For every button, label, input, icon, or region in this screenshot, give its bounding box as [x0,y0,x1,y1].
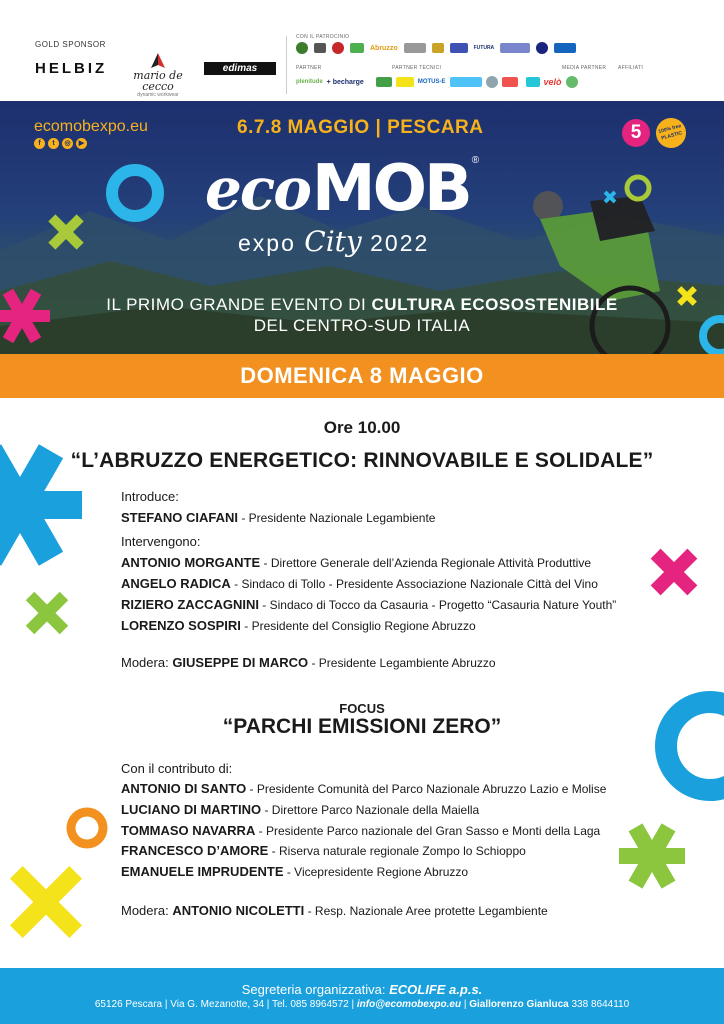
moderator-role: - Presidente Legambiente Abruzzo [308,656,496,670]
speaker-name: ANTONIO MORGANTE [121,555,261,570]
speaker-role: - Sindaco di Tollo - Presidente Associazione Nazionale Città del Vino [230,577,598,591]
plenitude-logo: plenitude [296,79,323,85]
speaker-row [121,843,526,858]
partner-logo-icon [502,77,518,87]
day-banner [0,354,724,398]
speaker-role: - Direttore Generale dell’Azienda Regionale Attività Produttive [260,556,591,570]
social-icons [34,138,87,149]
logo-year-text: 2022 [370,230,430,256]
partner-logo-icon [396,77,414,87]
speaker-role: - Presidente del Consiglio Regione Abruzzo [240,619,476,633]
sponsor-bar [0,0,724,100]
partner-label: PARTNER [296,65,322,71]
speaker-row [121,597,616,612]
moderator-name: ANTONIO NICOLETTI [172,903,305,918]
speaker-role: - Presidente Parco nazionale del Gran Sasso e Monti della Laga [255,824,601,838]
patron-logo-icon [432,43,444,53]
sail-icon [148,52,168,70]
speaker-row [121,618,476,633]
footer-org: ECOLIFE a.p.s. [389,982,483,997]
mario-de-cecco-subtext: dynamic workwear [137,92,179,98]
logo-subtitle [238,225,429,258]
motus-e-logo: MOTUS-E [417,79,446,85]
abruzzo-logo: Abruzzo [370,44,398,52]
becharge-logo: + becharge [326,78,364,86]
footer-email[interactable]: info@ecomobexpo.eu [356,999,462,1010]
speaker-name: RIZIERO ZACCAGNINI [121,597,259,612]
media-partner-label: MEDIA PARTNER [562,65,607,71]
logo-expo-text: expo [238,230,296,256]
yellow-x-icon [0,843,105,962]
plastic-free-text: 100% free PLASTIC [657,123,683,142]
speaker-name: LORENZO SOSPIRI [121,618,241,633]
affiliati-label: AFFILIATI [618,65,644,71]
speaker-role: - Riserva naturale regionale Zompo lo Schioppo [268,844,526,858]
patron-logo-icon [332,42,344,54]
speaker-role: - Sindaco di Tocco da Casauria - Progetto “Casauria Nature Youth” [258,598,617,612]
gold-sponsor-label: GOLD SPONSOR [35,40,106,49]
orange-ring-icon [71,812,103,844]
session-2-title: “PARCHI EMISSIONI ZERO” [222,715,502,738]
speaker-role: - Vicepresidente Regione Abruzzo [283,865,469,879]
speaker-name: EMANUELE IMPRUDENTE [121,864,284,879]
footer-contact-name: Giallorenzo Gianluca [469,999,569,1010]
footer-address: 65126 Pescara | Via G. Mezanotte, 34 | Tel. 085 8964572 | [94,999,357,1010]
day-banner-text: DOMENICA 8 MAGGIO [240,363,484,388]
speaker-row [121,864,468,879]
partner-tecnici-label: PARTNER TECNICI [392,65,442,71]
session-time: Ore 10.00 [323,418,401,437]
media-logo-icon [526,77,540,87]
instagram-icon[interactable]: ◎ [62,138,73,149]
modera-label: Modera: [121,903,173,918]
speaker-row [121,823,600,838]
moderator-row [121,903,548,918]
logo-mob-text: MOB [311,152,470,226]
tagline-line-1 [0,294,724,315]
tagline-line-2: DEL CENTRO-SUD ITALIA [253,316,471,335]
patron-logo-icon [350,43,364,53]
badge-5-icon: 5 [622,119,650,147]
magenta-x-icon [637,535,711,609]
speaker-name: LUCIANO DI MARTINO [121,802,262,817]
footer [0,968,724,1024]
sponsor-divider [286,36,287,94]
patron-logo-icon [296,42,308,54]
mario-de-cecco-text: mario de cecco [133,69,183,93]
speaker-name: FRANCESCO D’AMORE [121,843,269,858]
speaker-role: - Direttore Parco Nazionale della Maiella [261,803,480,817]
footer-phone[interactable]: 338 8644110 [568,999,630,1010]
session-1-title: “L’ABRUZZO ENERGETICO: RINNOVABILE E SOLIDALE” [70,449,654,472]
velo-logo: velò [543,77,562,87]
futura-logo: FUTURA [473,45,495,51]
speaker-role: - Presidente Comunità del Parco Nazionale Abruzzo Lazio e Molise [246,782,607,796]
intervengono-label: Intervengono: [121,534,201,549]
patron-logo-icon [536,42,548,54]
speaker-role: - Presidente Nazionale Legambiente [238,511,436,525]
speaker-row [121,576,598,591]
hero-banner [0,101,724,354]
ecomob-logo [205,149,480,226]
speaker-row [121,802,479,817]
logo-city-text: City [304,225,362,258]
affiliate-logo-icon [566,76,578,88]
moderator-role: - Resp. Nazionale Aree protette Legambiente [304,904,548,918]
patron-logo-icon [450,43,468,53]
patrocinio-label: CON IL PATROCINIO [296,34,350,40]
event-url[interactable]: ecomobexpo.eu [34,118,148,135]
speaker-name: ANGELO RADICA [121,576,231,591]
patron-logo-icon [314,43,326,53]
footer-label: Segreteria organizzativa: [241,982,390,997]
footer-separator: | [461,999,470,1010]
green-asterisk-icon [619,823,685,888]
mario-de-cecco-logo[interactable] [118,52,198,98]
footer-contacts [0,999,724,1010]
partner-logo-icon [376,77,392,87]
moderator-name: GIUSEPPE DI MARCO [172,655,309,670]
speaker-row [121,781,606,796]
introduce-label: Introduce: [121,489,179,504]
helbiz-logo[interactable]: HELBIZ [35,60,108,77]
speaker-name: ANTONIO DI SANTO [121,781,247,796]
speaker-name: TOMMASO NAVARRA [121,823,256,838]
contributo-label: Con il contributo di: [121,761,233,776]
moderator-row [121,655,496,670]
tagline-bold: CULTURA ECOSOSTENIBILE [371,295,618,314]
twitter-icon[interactable]: t [48,138,59,149]
patron-logo-icon [404,43,426,53]
partner-logo-icon [450,77,482,87]
facebook-icon[interactable]: f [34,138,45,149]
partner-logos [296,76,578,88]
youtube-icon[interactable]: ▶ [76,138,87,149]
patron-logo-icon [554,43,576,53]
tagline-pre: IL PRIMO GRANDE EVENTO DI [106,295,367,314]
patrocinio-logos [296,42,576,54]
patron-logo-icon [500,43,530,53]
partner-logo-icon [486,76,498,88]
footer-secretariat [0,982,724,997]
speaker-row [121,555,591,570]
speaker-name: STEFANO CIAFANI [121,510,239,525]
focus-label: FOCUS [339,701,385,716]
event-date-location: 6.7.8 MAGGIO | PESCARA [237,117,484,138]
edimas-logo[interactable]: edimas [204,62,276,75]
green-x-icon [13,579,81,647]
introducer-row [121,510,435,525]
logo-eco-text: eco [205,155,310,223]
registered-mark: ® [471,155,480,166]
modera-label: Modera: [121,655,173,670]
